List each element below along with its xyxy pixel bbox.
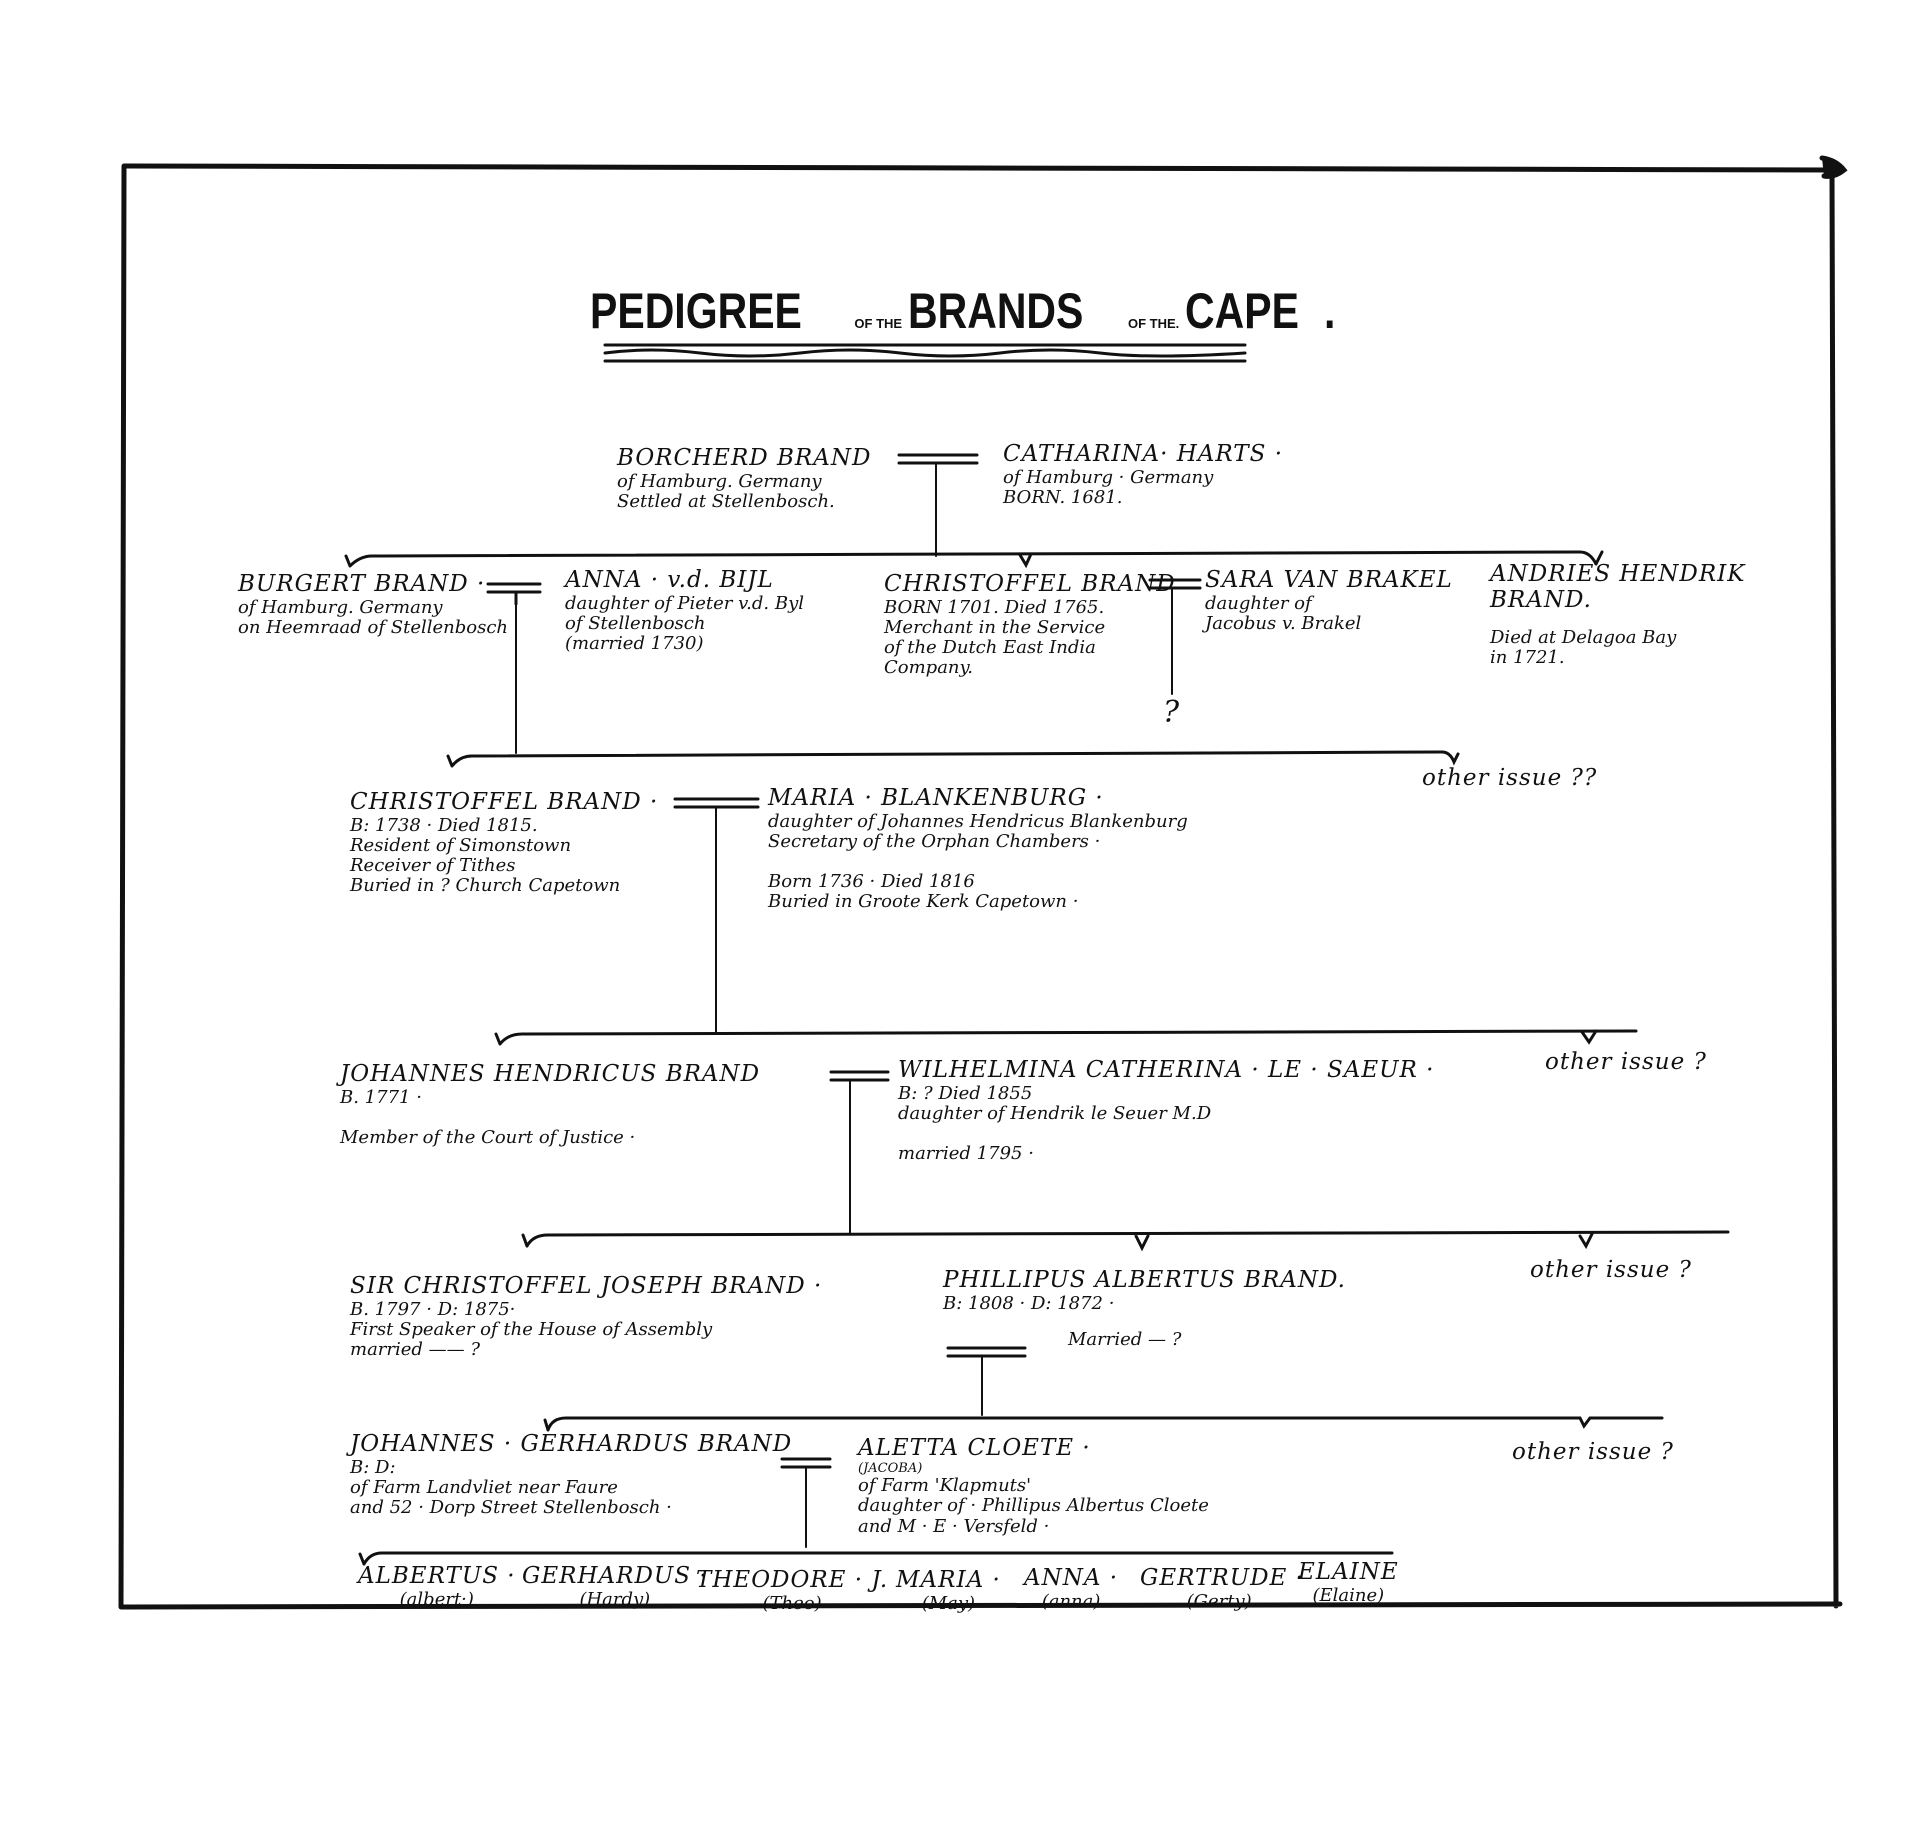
page-title bbox=[590, 282, 1338, 340]
child-nickname: (Hardy) bbox=[579, 1588, 651, 1610]
child-maria bbox=[896, 1568, 1001, 1614]
person-maria-blankenburg bbox=[768, 786, 1188, 913]
person-detail: Receiver of Tithes bbox=[350, 855, 516, 877]
person-sara-van-brakel bbox=[1205, 568, 1453, 634]
gen3-other-issue: other issue ?? bbox=[1422, 765, 1598, 791]
person-johannes-gerhardus-brand bbox=[350, 1432, 792, 1518]
person-detail: BORN 1701. Died 1765. bbox=[884, 596, 1105, 618]
person-name: SARA VAN BRAKEL bbox=[1205, 567, 1453, 593]
person-detail: Company. bbox=[884, 657, 974, 679]
person-detail: Secretary of the Orphan Chambers · bbox=[768, 830, 1101, 852]
person-detail: daughter of Johannes Hendricus Blankenburg bbox=[768, 810, 1188, 832]
child-elaine bbox=[1298, 1560, 1399, 1606]
person-sir-christoffel-joseph-brand bbox=[350, 1274, 822, 1360]
person-detail: married 1795 · bbox=[898, 1143, 1034, 1165]
frame-corner-mark bbox=[1822, 158, 1844, 176]
person-detail: married —— ? bbox=[350, 1339, 481, 1361]
person-burgert-brand bbox=[238, 572, 508, 638]
person-detail: B: D: bbox=[350, 1456, 396, 1478]
title-word-pedigree: PEDIGREE bbox=[590, 283, 802, 339]
child-nickname: (albert·) bbox=[399, 1588, 474, 1610]
child-nickname: (Gerty). bbox=[1186, 1590, 1258, 1612]
child-gerhardus bbox=[522, 1564, 708, 1610]
person-detail: and M · E · Versfeld · bbox=[858, 1515, 1050, 1537]
person-detail: Member of the Court of Justice · bbox=[340, 1127, 636, 1149]
person-detail: and 52 · Dorp Street Stellenbosch · bbox=[350, 1497, 672, 1519]
gen4-marriage-sign bbox=[831, 1072, 888, 1080]
child-name: GERTRUDE · bbox=[1140, 1565, 1304, 1591]
person-aletta-cloete bbox=[858, 1436, 1209, 1537]
person-name: CATHARINA· HARTS · bbox=[1003, 441, 1284, 467]
person-name: ALETTA CLOETE · bbox=[858, 1435, 1091, 1461]
person-detail: daughter of Hendrik le Seuer M.D bbox=[898, 1102, 1212, 1124]
gen3-marriage-sign bbox=[675, 799, 758, 807]
person-christoffel-brand-1701 bbox=[884, 572, 1176, 678]
gen2-children-bracket bbox=[448, 752, 1458, 766]
gen4-other-issue: other issue ? bbox=[1545, 1049, 1707, 1075]
person-detail: of Stellenbosch bbox=[565, 612, 706, 634]
person-detail: Jacobus v. Brakel bbox=[1205, 612, 1362, 634]
person-name: CHRISTOFFEL BRAND · bbox=[350, 789, 659, 815]
person-detail: B: ? Died 1855 bbox=[898, 1082, 1033, 1104]
person-borcherd-brand bbox=[617, 446, 871, 512]
person-detail: B: 1738 · Died 1815. bbox=[350, 814, 538, 836]
title-word-cape: CAPE bbox=[1185, 283, 1300, 339]
gen4-children-bracket bbox=[523, 1232, 1728, 1248]
gen1-marriage-sign bbox=[899, 455, 977, 463]
person-andries-hendrik-brand bbox=[1490, 562, 1745, 668]
person-detail: B. 1797 · D: 1875· bbox=[350, 1298, 516, 1320]
person-detail: BORN. 1681. bbox=[1003, 486, 1123, 508]
person-detail: of Hamburg. Germany bbox=[617, 470, 822, 492]
phillipus-married-note: Married — ? bbox=[1068, 1329, 1182, 1350]
person-detail: B. 1771 · bbox=[340, 1086, 422, 1108]
child-gertrude bbox=[1140, 1566, 1304, 1612]
title-underline bbox=[605, 345, 1245, 361]
person-detail bbox=[768, 852, 1188, 872]
person-detail: of Farm 'Klapmuts' bbox=[858, 1475, 1032, 1497]
person-name: BURGERT BRAND · bbox=[238, 571, 486, 597]
child-name: GERHARDUS · bbox=[522, 1563, 708, 1589]
person-detail: Buried in ? Church Capetown bbox=[350, 875, 621, 897]
person-detail bbox=[340, 1108, 760, 1128]
person-detail: daughter of Pieter v.d. Byl bbox=[565, 592, 805, 614]
gen6-other-issue: other issue ? bbox=[1512, 1439, 1674, 1465]
person-christoffel-brand-1738 bbox=[350, 790, 658, 896]
person-detail: in 1721. bbox=[1490, 646, 1565, 668]
person-wilhelmina-le-saeur bbox=[898, 1058, 1435, 1164]
person-detail: of Hamburg · Germany bbox=[1003, 466, 1214, 488]
child-name: MARIA · bbox=[896, 1567, 1001, 1593]
title-of-the-2: OF THE. bbox=[1127, 316, 1180, 332]
child-nickname: (anna) bbox=[1041, 1590, 1101, 1612]
child-nickname: (Elaine) bbox=[1312, 1584, 1385, 1606]
title-of-the-1: OF THE bbox=[854, 316, 903, 332]
person-detail: of Hamburg. Germany bbox=[238, 596, 443, 618]
person-detail: of the Dutch East India bbox=[884, 637, 1096, 659]
person-name: CHRISTOFFEL BRAND bbox=[884, 571, 1176, 597]
person-detail bbox=[898, 1124, 1435, 1144]
person-detail: of Farm Landvliet near Faure bbox=[350, 1476, 618, 1498]
child-nickname: (Theo) bbox=[762, 1592, 822, 1614]
unknown-issue-mark: ? bbox=[1163, 695, 1180, 730]
person-detail: Settled at Stellenbosch. bbox=[617, 490, 835, 512]
person-detail: (JACOBA) bbox=[858, 1460, 923, 1476]
person-name: BORCHERD BRAND bbox=[617, 445, 872, 471]
child-name: ANNA · bbox=[1024, 1565, 1119, 1591]
person-name-cont: BRAND. bbox=[1490, 586, 1592, 613]
person-name: ANDRIES HENDRIK bbox=[1490, 561, 1746, 587]
child-name: ELAINE bbox=[1298, 1559, 1399, 1585]
person-detail: on Heemraad of Stellenbosch bbox=[238, 616, 508, 638]
person-detail: Resident of Simonstown bbox=[350, 834, 572, 856]
person-detail: (married 1730) bbox=[565, 633, 704, 655]
child-theodore bbox=[696, 1568, 888, 1614]
person-name: MARIA · BLANKENBURG · bbox=[768, 785, 1104, 811]
person-anna-vd-bijl bbox=[565, 568, 804, 654]
person-detail: daughter of · Phillipus Albertus Cloete bbox=[858, 1495, 1209, 1517]
person-name: ANNA · v.d. BIJL bbox=[565, 567, 774, 593]
title-end-dot: . bbox=[1324, 283, 1336, 339]
person-detail: B: 1808 · D: 1872 · bbox=[943, 1292, 1115, 1314]
person-detail: Died at Delagoa Bay bbox=[1490, 626, 1677, 648]
person-detail: Merchant in the Service bbox=[884, 616, 1106, 638]
gen5-other-issue: other issue ? bbox=[1530, 1257, 1692, 1283]
person-catharina-harts bbox=[1003, 442, 1283, 508]
child-name: ALBERTUS · bbox=[358, 1563, 516, 1589]
person-name: WILHELMINA CATHERINA · LE · SAEUR · bbox=[898, 1057, 1435, 1083]
child-albertus bbox=[358, 1564, 516, 1610]
person-johannes-hendricus-brand bbox=[340, 1062, 760, 1148]
person-name: PHILLIPUS ALBERTUS BRAND. bbox=[943, 1267, 1346, 1293]
gen5-children-bracket bbox=[545, 1418, 1662, 1430]
gen3-children-bracket bbox=[496, 1031, 1636, 1044]
gen1-children-bracket bbox=[346, 552, 1602, 566]
child-name: THEODORE · J. bbox=[696, 1567, 889, 1593]
person-phillipus-albertus-brand bbox=[943, 1268, 1346, 1314]
child-anna bbox=[1024, 1566, 1118, 1612]
title-word-brands: BRANDS bbox=[908, 283, 1084, 339]
person-detail: Born 1736 · Died 1816 bbox=[768, 871, 975, 893]
person-detail: Buried in Groote Kerk Capetown · bbox=[768, 891, 1079, 913]
child-nickname: (May) bbox=[921, 1592, 976, 1614]
person-name: JOHANNES HENDRICUS BRAND bbox=[340, 1061, 761, 1087]
person-name: SIR CHRISTOFFEL JOSEPH BRAND · bbox=[350, 1273, 823, 1299]
gen5-marriage-sign bbox=[948, 1348, 1025, 1356]
person-detail: daughter of bbox=[1205, 592, 1312, 614]
person-detail: First Speaker of the House of Assembly bbox=[350, 1318, 713, 1340]
person-name: JOHANNES · GERHARDUS BRAND bbox=[350, 1431, 793, 1457]
